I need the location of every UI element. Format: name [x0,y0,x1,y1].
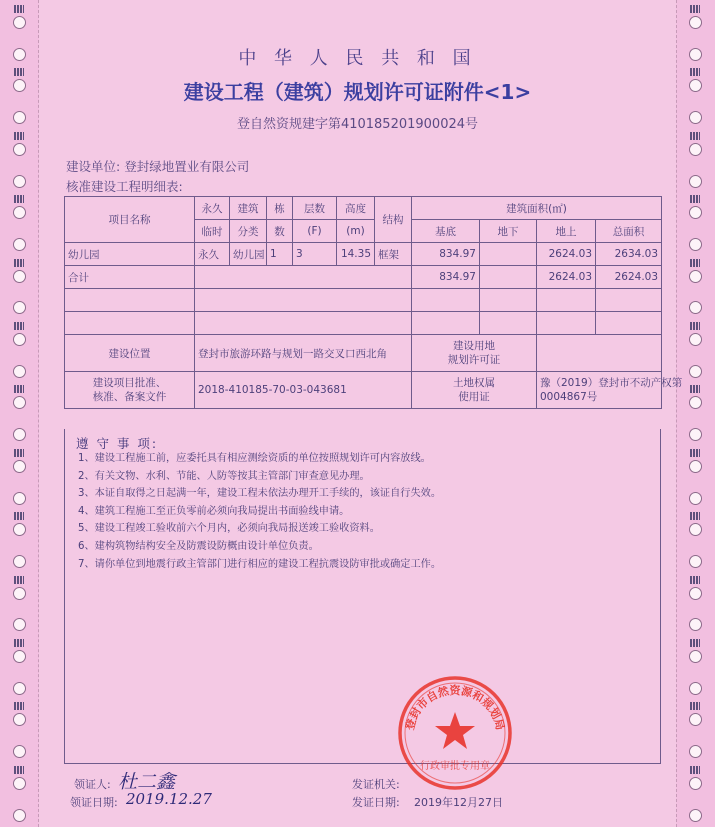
date-label: 领证日期: [70,796,118,809]
row-total: 2634.03 [596,243,662,266]
hdr-floor-b: (F) [293,220,337,243]
notes-title: 遵 守 事 项: [76,436,159,451]
certificate-number: 登自然资规建字第410185201900024号 [236,117,479,132]
perforation-mark [690,702,700,710]
perforation-mark [14,449,24,457]
sprocket-hole [13,555,26,568]
list-item: 2、有关文物、水利、节能、人防等按其主管部门审查意见办理。 [78,470,370,482]
hdr-floor-a: 层数 [293,197,337,220]
row-struct: 框架 [375,243,412,266]
sprocket-hole [689,175,702,188]
notes-list [78,450,441,573]
sprocket-hole [689,460,702,473]
total-under [480,266,537,289]
sprocket-hole [13,745,26,758]
sprocket-hole [689,270,702,283]
sprocket-hole [13,777,26,790]
official-seal [396,674,514,792]
list-item: 1、建设工程施工前，应委托具有相应测绘资质的单位按照规划许可内容放线。 [78,453,431,464]
sprocket-hole [13,460,26,473]
table-caption: 核准建设工程明细表: [66,179,183,194]
hdr-struct: 结构 [375,197,412,243]
perforation-mark [14,5,24,13]
row-under [480,243,537,266]
header-row-1 [65,197,662,220]
project-table [64,196,683,409]
sprocket-hole [689,238,702,251]
perforation-mark [690,449,700,457]
list-item: 7、请你单位到地震行政主管部门进行相应的建设工程抗震设防审批或确定工作。 [78,558,442,570]
land-title-label: 土地权属 使用证 [412,372,537,409]
builder-label: 建设单位: [66,159,121,174]
sprocket-hole [689,650,702,663]
land-permit-value [537,335,662,372]
perforation-mark [690,5,700,13]
location-label: 建设位置 [65,335,195,372]
row-above: 2624.03 [537,243,596,266]
hdr-perm-b: 临时 [195,220,230,243]
hdr-area-total: 总面积 [596,220,662,243]
hdr-build-b: 分类 [230,220,267,243]
row-height: 14.35 [337,243,375,266]
hdr-perm-a: 永久 [195,197,230,220]
perforation-mark [690,639,700,647]
date-signature: 2019.12.27 [126,790,212,808]
empty-row [65,289,662,312]
total-total: 2624.03 [596,266,662,289]
hdr-height-a: 高度 [337,197,375,220]
sprocket-hole [13,270,26,283]
sprocket-hole [689,745,702,758]
sprocket-hole [689,428,702,441]
hdr-area-above: 地上 [537,220,596,243]
perforation-mark [690,132,700,140]
issue-date: 2019年12月27日 [414,796,503,809]
sprocket-hole [689,16,702,29]
row-cat: 幼儿园 [230,243,267,266]
sprocket-hole [13,143,26,156]
sprocket-hole [689,682,702,695]
hdr-area-base: 基底 [412,220,480,243]
list-item: 5、建设工程竣工验收前六个月内，必须向我局报送竣工验收资料。 [78,523,380,535]
table-row [65,243,662,266]
sprocket-hole [689,365,702,378]
perforation-mark [690,766,700,774]
builder-value: 登封绿地置业有限公司 [124,159,250,174]
country-title: 中 华 人 民 共 和 国 [238,48,477,69]
sprocket-hole [689,143,702,156]
empty-row [65,312,662,335]
issue-date-label: 发证日期: [352,796,400,809]
hdr-area: 建筑面积(㎡) [412,197,662,220]
receiver-signature: 杜二鑫 [118,771,176,793]
sprocket-hole [13,428,26,441]
receiver-label: 领证人: [74,778,111,791]
sprocket-hole [13,365,26,378]
total-label: 合计 [65,266,195,289]
perforation-mark [14,639,24,647]
perforation-mark [690,322,700,330]
perforation-mark [14,385,24,393]
docs-row [65,372,662,409]
list-item: 6、建构筑物结构安全及防震设防概由设计单位负责。 [78,540,319,552]
issuer-label: 发证机关: [352,778,400,791]
hdr-area-under: 地下 [480,220,537,243]
row-floors: 3 [293,243,337,266]
sprocket-hole [13,650,26,663]
perforation-mark [14,195,24,203]
row-perm: 永久 [195,243,230,266]
sprocket-hole [13,492,26,505]
perforation-mark [14,576,24,584]
total-above: 2624.03 [537,266,596,289]
sprocket-hole [13,809,26,822]
docs-label: 建设项目批准、 核准、备案文件 [65,372,195,409]
perforation-mark [690,385,700,393]
perforation-mark [690,576,700,584]
perforation-mark [690,195,700,203]
hdr-build-a: 建筑 [230,197,267,220]
sprocket-hole [689,492,702,505]
perforation-mark [14,259,24,267]
sprocket-hole [13,587,26,600]
total-base: 834.97 [412,266,480,289]
location-row [65,335,662,372]
list-item: 4、建筑工程施工至正负零前必须向我局提出书面验线申请。 [78,505,350,517]
sprocket-hole [689,333,702,346]
land-permit-label: 建设用地 规划许可证 [412,335,537,372]
location-value: 登封市旅游环路与规划一路交叉口西北角 [195,335,412,372]
land-title-value: 豫（2019）登封市不动产权第 0004867号 [537,372,662,409]
hdr-name: 项目名称 [65,197,195,243]
hdr-count-b: 数 [267,220,293,243]
list-item: 3、本证自取得之日起满一年，建设工程未依法办理开工手续的，该证自行失效。 [78,488,442,500]
hdr-height-b: (m) [337,220,375,243]
perforation-mark [690,259,700,267]
perforation-mark [14,132,24,140]
total-row [65,266,662,289]
seal-bottom-text: 行政审批专用章 [420,761,490,772]
docs-value: 2018-410185-70-03-043681 [195,372,412,409]
sprocket-hole [689,555,702,568]
perforation-mark [14,702,24,710]
star-icon [435,712,475,749]
sprocket-hole [13,175,26,188]
perforation-mark [14,766,24,774]
perforation-mark [14,512,24,520]
builder-line [66,157,249,175]
sprocket-hole [689,809,702,822]
row-name: 幼儿园 [65,243,195,266]
total-blank [195,266,412,289]
perforation-mark [14,322,24,330]
sprocket-hole [13,682,26,695]
document-title: 建设工程（建筑）规划许可证附件<1> [183,80,532,104]
sprocket-hole [689,587,702,600]
sprocket-hole [13,16,26,29]
hdr-count-a: 栋 [267,197,293,220]
seal-text: 登封市自然资源和规划局 [403,684,507,732]
row-base: 834.97 [412,243,480,266]
perforation-mark [690,512,700,520]
sprocket-hole [13,333,26,346]
sprocket-hole [689,777,702,790]
sprocket-hole [13,238,26,251]
row-count: 1 [267,243,293,266]
